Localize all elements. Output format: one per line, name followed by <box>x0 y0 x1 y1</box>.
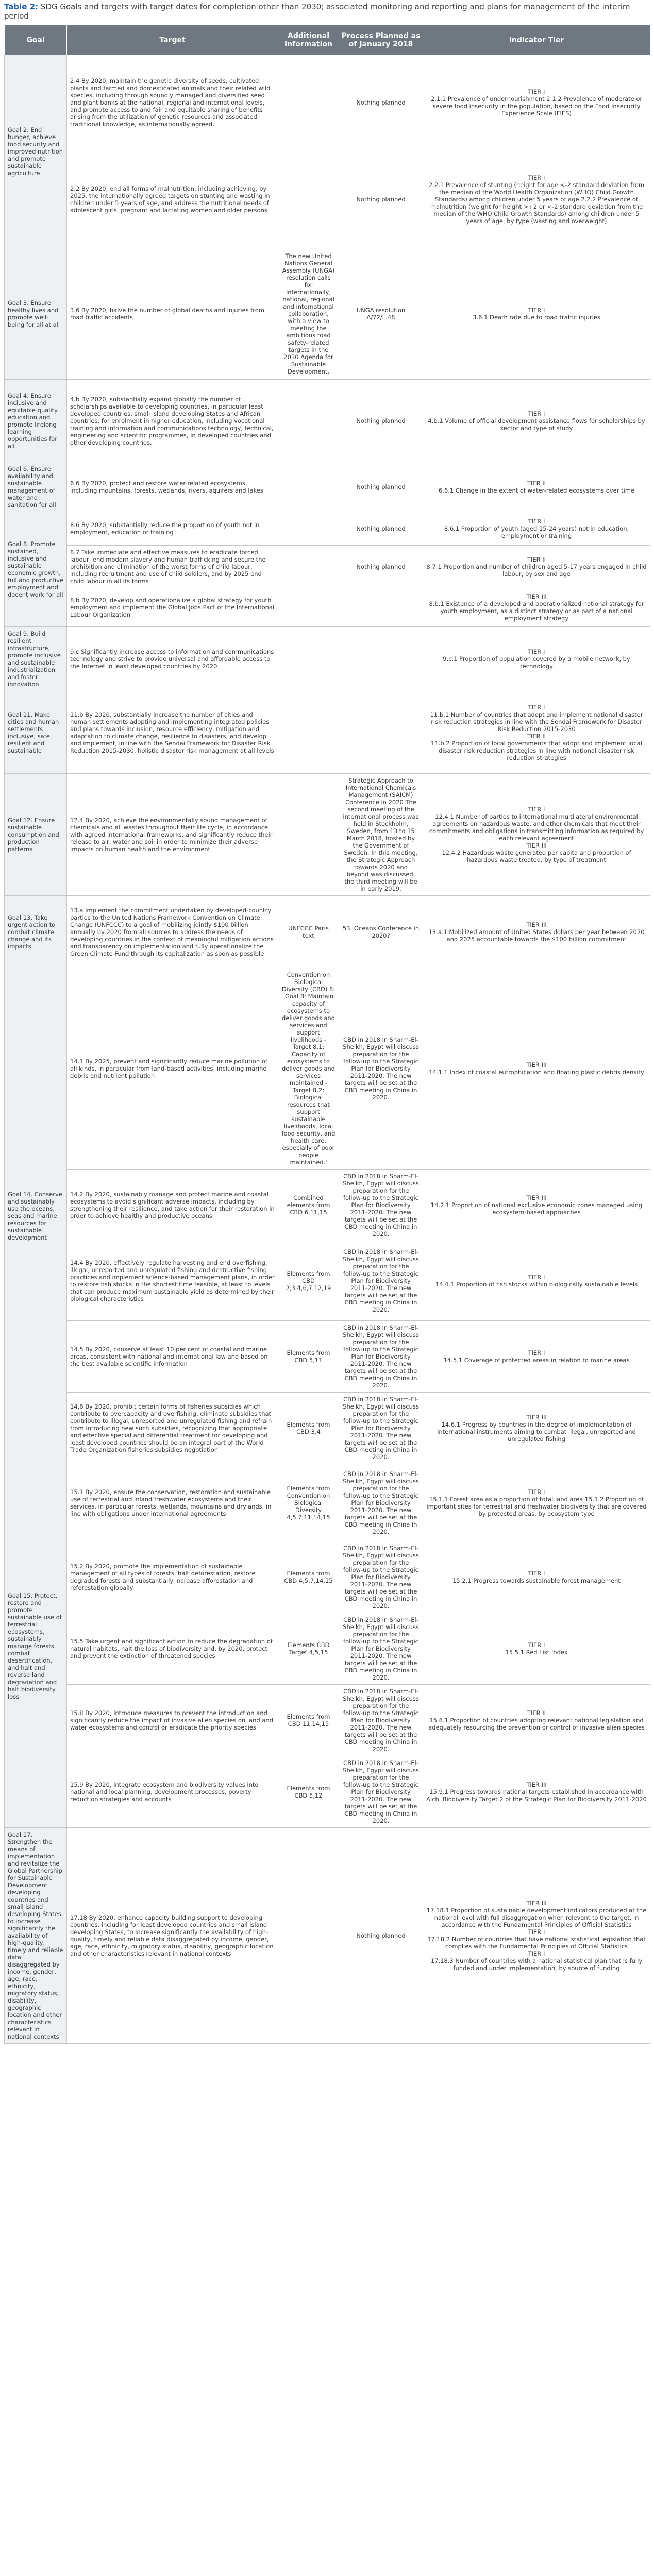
target-cell: 2.4 By 2020, maintain the genetic diversity of seeds, cultivated plants and farmed and domesticated animals and their related wild species, including through soundly managed and diversified seed and plant banks at the national, regional and international levels, and promote access to and fair and equitable sharing of benefits arising from the utilization of genetic resources and associated traditional knowledge, as internationally agreed. <box>67 55 278 150</box>
indicator-tier-cell: TIER I 14.4.1 Proportion of fish stocks within biologically sustainable levels <box>423 1241 650 1321</box>
table-row <box>5 1241 650 1321</box>
table-row <box>5 380 650 462</box>
caption-label: Table 2: <box>4 2 39 11</box>
additional-info-cell <box>278 462 339 512</box>
additional-info-cell <box>278 55 339 150</box>
additional-info-cell: Elements from CBD 11,14,15 <box>278 1685 339 1756</box>
indicator-tier-cell: TIER II 8.7.1 Proportion and number of children aged 5-17 years engaged in child labour, by sex and age <box>423 546 650 588</box>
target-cell: 15.8 By 2020, introduce measures to prevent the introduction and significantly reduce the impact of invasive alien species on land and water ecosystems and control or eradicate the priority species <box>67 1685 278 1756</box>
caption-text: SDG Goals and targets with target dates for completion other than 2030; associated monitoring and reporting and plans for management of the interim period <box>4 2 630 21</box>
target-cell: 6.6 By 2020, protect and restore water-related ecosystems, including mountains, forests, wetlands, rivers, aquifers and lakes <box>67 462 278 512</box>
goal-cell: Goal 11. Make cities and human settlements inclusive, safe, resilient and sustainable <box>5 691 67 774</box>
goal-cell: Goal 9. Build resilient infrastructure, promote inclusive and sustainable industrialization and foster innovation <box>5 627 67 691</box>
table-body <box>5 55 650 2044</box>
target-cell: 12.4 By 2020, achieve the environmentally sound management of chemicals and all wastes throughout their life cycle, in accordance with agreed international frameworks, and significantly reduce their release to air, water and soil in order to minimize their adverse impacts on human health and the environment <box>67 774 278 896</box>
header-process-planned: Process Planned as of January 2018 <box>339 25 423 55</box>
header-goal: Goal <box>5 25 67 55</box>
process-planned-cell: Strategic Approach to International Chemicals Management (SAICM) Conference in 2020 The second meeting of the international process was held in Stockholm, Sweden, from 13 to 15 March 2018, hosted by the Government of Sweden. In this meeting, the Strategic Approach towards 2020 and beyond was discussed, the third meeting will be in early 2019. <box>339 774 423 896</box>
target-cell: 17.18 By 2020, enhance capacity building support to developing countries, including for least developed countries and small island developing States, to increase significantly the availability of high-quality, timely and reliable data disaggregated by income, gender, age, race, ethnicity, migratory status, disability, geographic location and other characteristics relevant in national contexts <box>67 1828 278 2044</box>
indicator-tier-cell: TIER III 17.18.1 Proportion of sustainable development indicators produced at the national level with full disaggregation when relevant to the target, in accordance with the Fundamental Principles of Official Statistics TIER I 17.18.2 Number of countries that have national statistical legislation that complies with the Fundamental Principles of Official Statistics TIER I 17.18.3 Number of countries with a national statistical plan that is fully funded and under implementation, by source of funding <box>423 1828 650 2044</box>
process-planned-cell: 53. Oceans Conference in 2020? <box>339 896 423 968</box>
target-cell: 2.2 By 2020, end all forms of malnutrition, including achieving, by 2025, the internationally agreed targets on stunting and wasting in children under 5 years of age, and address the nutritional needs of adolescent girls, pregnant and lactating women and older persons <box>67 150 278 248</box>
goal-cell: Goal 17. Strengthen the means of implementation and revitalize the Global Partnership for Sustainable Development developing countries and small island developing States, to increase significantly the availability of high-quality, timely and reliable data disaggregated by income, gender, age, race, ethnicity, migratory status, disability, geographic location and other characteristics relevant in national contexts <box>5 1828 67 2044</box>
process-planned-cell: UNGA resolution A/72/L.48 <box>339 248 423 380</box>
additional-info-cell: UNFCCC Paris text <box>278 896 339 968</box>
process-planned-cell: CBD in 2018 in Sharm-El-Sheikh, Egypt will discuss preparation for the follow-up to the Strategic Plan for Biodiversity 2011-2020. The new targets will be set at the CBD meeting in China in 2020. <box>339 1685 423 1756</box>
indicator-tier-cell: TIER I 2.2.1 Prevalence of stunting (height for age <-2 standard deviation from the median of the World Health Organization (WHO) Child Growth Standards) among children under 5 years of age 2.2.2 Prevalence of malnutrition (weight for height >+2 or <-2 standard deviation from the median of the WHO Child Growth Standards) among children under 5 years of age, by type (wasting and overweight) <box>423 150 650 248</box>
process-planned-cell: CBD in 2018 in Sharm-El-Sheikh, Egypt will discuss preparation for the follow-up to the Strategic Plan for Biodiversity 2011-2020. The new targets will be set at the CBD meeting in China in 2020. <box>339 1321 423 1393</box>
process-planned-cell <box>339 627 423 691</box>
process-planned-cell: CBD in 2018 in Sharm-El-Sheikh, Egypt will discuss preparation for the follow-up to the Strategic Plan for Biodiversity 2011-2020. The new targets will be set at the CBD meeting in China in 2020. <box>339 1464 423 1541</box>
process-planned-cell: Nothing planned <box>339 462 423 512</box>
target-cell: 11.b By 2020, substantially increase the number of cities and human settlements adopting and implementing integrated policies and plans towards inclusion, resource efficiency, mitigation and adaptation to climate change, resilience to disasters, and develop and implement, in line with the Sendai Framework for Disaster Risk Reduction 2015-2030, holistic disaster risk management at all levels <box>67 691 278 774</box>
table-row <box>5 546 650 588</box>
table-row <box>5 1321 650 1393</box>
additional-info-cell: Elements from CBD 4,5,7,14,15 <box>278 1541 339 1613</box>
header-indicator-tier: Indicator Tier <box>423 25 650 55</box>
additional-info-cell: Elements from Convention on Biological Diversity 4,5,7,11,14,15 <box>278 1464 339 1541</box>
target-cell: 14.5 By 2020, conserve at least 10 per cent of coastal and marine areas, consistent with national and international law and based on the best available scientific information <box>67 1321 278 1393</box>
process-planned-cell: Nothing planned <box>339 512 423 546</box>
table-row <box>5 774 650 896</box>
target-cell: 14.1 By 2025, prevent and significantly reduce marine pollution of all kinds, in particular from land-based activities, including marine debris and nutrient pollution <box>67 968 278 1170</box>
goal-cell: Goal 3. Ensure healthy lives and promote well-being for all at all <box>5 248 67 380</box>
indicator-tier-cell: TIER I 9.c.1 Proportion of population covered by a mobile network, by technology <box>423 627 650 691</box>
goal-cell: Goal 2. End hunger, achieve food security and improved nutrition and promote sustainable agriculture <box>5 55 67 248</box>
table-row <box>5 968 650 1170</box>
goal-cell: Goal 6. Ensure availability and sustainable management of water and sanitation for all <box>5 462 67 512</box>
additional-info-cell: Elements from CBD 5,12 <box>278 1756 339 1828</box>
process-planned-cell: CBD in 2018 in Sharm-El-Sheikh, Egypt will discuss preparation for the follow-up to the Strategic Plan for Biodiversity 2011-2020. The new targets will be set at the CBD meeting in China in 2020. <box>339 968 423 1170</box>
target-cell: 15.9 By 2020, integrate ecosystem and biodiversity values into national and local planning, development processes, poverty reduction strategies and accounts <box>67 1756 278 1828</box>
target-cell: 15.5 Take urgent and significant action to reduce the degradation of natural habitats, halt the loss of biodiversity and, by 2020, protect and prevent the extinction of threatened species <box>67 1613 278 1685</box>
goal-cell: Goal 12. Ensure sustainable consumption and production patterns <box>5 774 67 896</box>
indicator-tier-cell: TIER I 8.6.1 Proportion of youth (aged 15-24 years) not in education, employment or training <box>423 512 650 546</box>
table-caption <box>0 0 654 25</box>
indicator-tier-cell: TIER I 11.b.1 Number of countries that adopt and implement national disaster risk reduction strategies in line with the Sendai Framework for Disaster Risk Reduction 2015-2030 TIER II 11.b.2 Proportion of local governments that adopt and implement local disaster risk reduction strategies in line with national disaster risk reduction strategies <box>423 691 650 774</box>
additional-info-cell: Elements from CBD 3,4 <box>278 1393 339 1464</box>
indicator-tier-cell: TIER III 15.9.1 Progress towards national targets established in accordance with Aichi Biodiversity Target 2 of the Strategic Plan for Biodiversity 2011-2020 <box>423 1756 650 1828</box>
indicator-tier-cell: TIER I 15.2.1 Progress towards sustainable forest management <box>423 1541 650 1613</box>
table-row <box>5 1828 650 2044</box>
indicator-tier-cell: TIER III 14.6.1 Progress by countries in the degree of implementation of international instruments aiming to combat illegal, unreported and unregulated fishing <box>423 1393 650 1464</box>
indicator-tier-cell: TIER I 2.1.1 Prevalence of undernourishment 2.1.2 Prevalence of moderate or severe food insecurity in the population, based on the Food Insecurity Experience Scale (FIES) <box>423 55 650 150</box>
table-row <box>5 1613 650 1685</box>
additional-info-cell <box>278 512 339 546</box>
indicator-tier-cell: TIER I 4.b.1 Volume of official development assistance flows for scholarships by sector and type of study <box>423 380 650 462</box>
additional-info-cell <box>278 150 339 248</box>
process-planned-cell <box>339 588 423 627</box>
additional-info-cell: Elements from CBD 2,3,4,6,7,12,19 <box>278 1241 339 1321</box>
header-row <box>5 25 650 55</box>
table-row <box>5 248 650 380</box>
process-planned-cell <box>339 691 423 774</box>
process-planned-cell: Nothing planned <box>339 1828 423 2044</box>
table-header <box>5 25 650 55</box>
target-cell: 9.c Significantly increase access to information and communications technology and strive to provide universal and affordable access to the Internet in least developed countries by 2020 <box>67 627 278 691</box>
table-row <box>5 1541 650 1613</box>
target-cell: 14.2 By 2020, sustainably manage and protect marine and coastal ecosystems to avoid significant adverse impacts, including by strengthening their resilience, and take action for their restoration in order to achieve healthy and productive oceans <box>67 1170 278 1241</box>
additional-info-cell <box>278 1828 339 2044</box>
target-cell: 13.a Implement the commitment undertaken by developed-country parties to the United Nations Framework Convention on Climate Change (UNFCCC) to a goal of mobilizing jointly $100 billion annually by 2020 from all sources to address the needs of developing countries in the context of meaningful mitigation actions and transparency on implementation and fully operationalize the Green Climate Fund through its capitalization as soon as possible <box>67 896 278 968</box>
table-row <box>5 55 650 150</box>
process-planned-cell: CBD in 2018 in Sharm-El-Sheikh, Egypt will discuss preparation for the follow-up to the Strategic Plan for Biodiversity 2011-2020. The new targets will be set at the CBD meeting in China in 2020. <box>339 1170 423 1241</box>
target-cell: 14.6 By 2020, prohibit certain forms of fisheries subsidies which contribute to overcapacity and overfishing, eliminate subsidies that contribute to illegal, unreported and unregulated fishing and refrain from introducing new such subsidies, recognizing that appropriate and effective special and differential treatment for developing and least developed countries should be an integral part of the World Trade Organization fisheries subsidies negotiation <box>67 1393 278 1464</box>
target-cell: 8.6 By 2020, substantially reduce the proportion of youth not in employment, education or training <box>67 512 278 546</box>
additional-info-cell: Elements from CBD 5,11 <box>278 1321 339 1393</box>
indicator-tier-cell: TIER I 14.5.1 Coverage of protected areas in relation to marine areas <box>423 1321 650 1393</box>
indicator-tier-cell: TIER I 12.4.1 Number of parties to international multilateral environmental agreements on hazardous waste, and other chemicals that meet their commitments and obligations in transmitting information as required by each relevant agreement TIER III 12.4.2 Hazardous waste generated per capita and proportion of hazardous waste treated, by type of treatment <box>423 774 650 896</box>
process-planned-cell: CBD in 2018 in Sharm-El-Sheikh, Egypt will discuss preparation for the follow-up to the Strategic Plan for Biodiversity 2011-2020. The new targets will be set at the CBD meeting in China in 2020. <box>339 1241 423 1321</box>
table-row <box>5 691 650 774</box>
additional-info-cell <box>278 588 339 627</box>
table-row <box>5 588 650 627</box>
table-row <box>5 627 650 691</box>
target-cell: 15.1 By 2020, ensure the conservation, restoration and sustainable use of terrestrial and inland freshwater ecosystems and their services, in particular forests, wetlands, mountains and drylands, in line with obligations under international agreements <box>67 1464 278 1541</box>
process-planned-cell: Nothing planned <box>339 380 423 462</box>
table-row <box>5 1464 650 1541</box>
table-row <box>5 896 650 968</box>
additional-info-cell: Convention on Biological Diversity (CBD) 8: 'Goal 8: Maintain capacity of ecosystems to deliver goods and services and support livelihoods - Target 8.1: Capacity of ecosystems to deliver goods and services maintained - Target 8.2: Biological resources that support sustainable livelihoods, local food security, and health care, especially of poor people maintained.' <box>278 968 339 1170</box>
target-cell: 15.2 By 2020, promote the implementation of sustainable management of all types of forests, halt deforestation, restore degraded forests and substantially increase afforestation and reforestation globally <box>67 1541 278 1613</box>
indicator-tier-cell: TIER II 6.6.1 Change in the extent of water-related ecosystems over time <box>423 462 650 512</box>
indicator-tier-cell: TIER I 3.6.1 Death rate due to road traffic injuries <box>423 248 650 380</box>
additional-info-cell <box>278 546 339 588</box>
target-cell: 14.4 By 2020, effectively regulate harvesting and end overfishing, illegal, unreported and unregulated fishing and destructive fishing practices and implement science-based management plans, in order to restore fish stocks in the shortest time feasible, at least to levels that can produce maximum sustainable yield as determined by their biological characteristics <box>67 1241 278 1321</box>
table-row <box>5 512 650 546</box>
process-planned-cell: CBD in 2018 in Sharm-El-Sheikh, Egypt will discuss preparation for the follow-up to the Strategic Plan for Biodiversity 2011-2020. The new targets will be set at the CBD meeting in China in 2020. <box>339 1756 423 1828</box>
table-row <box>5 1685 650 1756</box>
additional-info-cell: Combined elements from CBD 6,11,15 <box>278 1170 339 1241</box>
target-cell: 4.b By 2020, substantially expand globally the number of scholarships available to developing countries, in particular least developed countries, small island developing States and African countries, for enrolment in higher education, including vocational training and information and communications technology, technical, engineering and scientific programmes, in developed countries and other developing countries. <box>67 380 278 462</box>
indicator-tier-cell: TIER I 15.1.1 Forest area as a proportion of total land area 15.1.2 Proportion of important sites for terrestrial and freshwater biodiversity that are covered by protected areas, by ecosystem type <box>423 1464 650 1541</box>
additional-info-cell: The new United Nations General Assembly (UNGA) resolution calls for internationally, national, regional and international collaboration, with a view to meeting the ambitious road safety-related targets in the 2030 Agenda for Sustainable Development. <box>278 248 339 380</box>
process-planned-cell: Nothing planned <box>339 546 423 588</box>
additional-info-cell <box>278 380 339 462</box>
goal-cell: Goal 4. Ensure inclusive and equitable quality education and promote lifelong learning opportunities for all <box>5 380 67 462</box>
additional-info-cell <box>278 627 339 691</box>
table-row <box>5 1756 650 1828</box>
indicator-tier-cell: TIER I 15.5.1 Red List Index <box>423 1613 650 1685</box>
goal-cell: Goal 14. Conserve and sustainably use the oceans, seas and marine resources for sustainable development <box>5 968 67 1464</box>
process-planned-cell: CBD in 2018 in Sharm-El-Sheikh, Egypt will discuss preparation for the follow-up to the Strategic Plan for Biodiversity 2011-2020. The new targets will be set at the CBD meeting in China in 2020. <box>339 1541 423 1613</box>
target-cell: 3.6 By 2020, halve the number of global deaths and injuries from road traffic accidents <box>67 248 278 380</box>
sdg-targets-table <box>4 25 650 2044</box>
indicator-tier-cell: TIER III 14.1.1 Index of coastal eutrophication and floating plastic debris density <box>423 968 650 1170</box>
indicator-tier-cell: TIER III 14.2.1 Proportion of national exclusive economic zones managed using ecosystem-based approaches <box>423 1170 650 1241</box>
header-target: Target <box>67 25 278 55</box>
goal-cell: Goal 15. Protect, restore and promote sustainable use of terrestrial ecosystems, sustainably manage forests, combat desertification, and halt and reverse land degradation and halt biodiversity loss <box>5 1464 67 1828</box>
additional-info-cell <box>278 774 339 896</box>
target-cell: 8.7 Take immediate and effective measures to eradicate forced labour, end modern slavery and human trafficking and secure the prohibition and elimination of the worst forms of child labour, including recruitment and use of child soldiers, and by 2025 end child labour in all its forms <box>67 546 278 588</box>
table-row <box>5 1393 650 1464</box>
indicator-tier-cell: TIER III 13.a.1 Mobilized amount of United States dollars per year between 2020 and 2025 accountable towards the $100 billion commitment <box>423 896 650 968</box>
target-cell: 8.b By 2020, develop and operationalize a global strategy for youth employment and implement the Global Jobs Pact of the International Labour Organization <box>67 588 278 627</box>
goal-cell: Goal 8. Promote sustained, inclusive and sustainable economic growth, full and productive employment and decent work for all <box>5 512 67 627</box>
goal-cell: Goal 13. Take urgent action to combat climate change and its impacts <box>5 896 67 968</box>
indicator-tier-cell: TIER III 8.b.1 Existence of a developed and operationalized national strategy for youth employment, as a distinct strategy or as part of a national employment strategy <box>423 588 650 627</box>
additional-info-cell: Elements CBD Target 4,5,15 <box>278 1613 339 1685</box>
indicator-tier-cell: TIER II 15.8.1 Proportion of countries adopting relevant national legislation and adequately resourcing the prevention or control of invasive alien species <box>423 1685 650 1756</box>
table-row <box>5 150 650 248</box>
process-planned-cell: Nothing planned <box>339 55 423 150</box>
table-row <box>5 1170 650 1241</box>
additional-info-cell <box>278 691 339 774</box>
process-planned-cell: CBD in 2018 in Sharm-El-Sheikh, Egypt will discuss preparation for the follow-up to the Strategic Plan for Biodiversity 2011-2020. The new targets will be set at the CBD meeting in China in 2020. <box>339 1393 423 1464</box>
process-planned-cell: Nothing planned <box>339 150 423 248</box>
process-planned-cell: CBD in 2018 in Sharm-El-Sheikh, Egypt will discuss preparation for the follow-up to the Strategic Plan for Biodiversity 2011-2020. The new targets will be set at the CBD meeting in China in 2020. <box>339 1613 423 1685</box>
header-additional-information: Additional Information <box>278 25 339 55</box>
table-row <box>5 462 650 512</box>
